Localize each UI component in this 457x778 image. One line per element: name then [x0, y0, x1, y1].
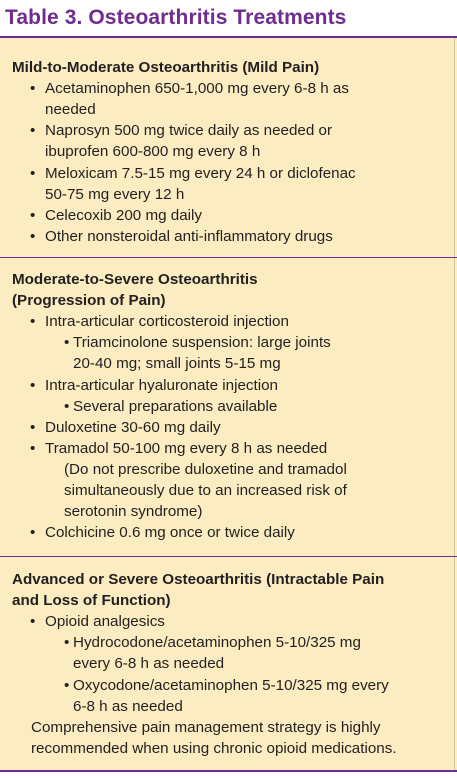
list-item: ibuprofen 600-800 mg every 8 h: [45, 143, 261, 161]
bullet-marker: •: [64, 397, 70, 415]
section-heading: Moderate-to-Severe Osteoarthritis: [12, 271, 258, 288]
list-item: Other nonsteroidal anti-inflammatory drugs: [45, 227, 333, 245]
sub-list-item: Several preparations available: [73, 397, 278, 415]
bullet-marker: •: [64, 634, 70, 652]
sub-list-item: Triamcinolone suspension: large joints: [73, 334, 331, 352]
section-heading: Advanced or Severe Osteoarthritis (Intractable Pain: [12, 571, 385, 588]
list-item: Opioid analgesics: [45, 613, 165, 631]
sub-list-item: Oxycodone/acetaminophen 5-10/325 mg every: [73, 676, 389, 694]
item-note: (Do not prescribe duloxetine and tramadol: [64, 460, 347, 478]
table-title: Table 3. Osteoarthritis Treatments: [5, 6, 347, 29]
section-footer: recommended when using chronic opioid medications.: [31, 739, 397, 757]
bullet-marker: •: [30, 613, 36, 631]
bullet-marker: •: [30, 524, 36, 542]
bullet-marker: •: [64, 334, 70, 352]
title-bar: [0, 0, 457, 42]
list-item: Colchicine 0.6 mg once or twice daily: [45, 524, 295, 542]
sub-list-item: Hydrocodone/acetaminophen 5-10/325 mg: [73, 634, 361, 652]
sub-list-item: 20-40 mg; small joints 5-15 mg: [73, 355, 281, 373]
bullet-marker: •: [64, 676, 70, 694]
list-item: Naprosyn 500 mg twice daily as needed or: [45, 122, 333, 140]
item-note: simultaneously due to an increased risk of: [64, 482, 347, 499]
bullet-marker: •: [30, 418, 36, 436]
sub-list-item: 6-8 h as needed: [73, 697, 183, 715]
list-item: 50-75 mg every 12 h: [45, 185, 185, 203]
bullet-marker: •: [30, 227, 36, 245]
bullet-marker: •: [30, 206, 36, 224]
list-item: Intra-articular hyaluronate injection: [45, 376, 278, 394]
bottom-rule: [0, 770, 457, 772]
section-divider: [0, 556, 457, 557]
section-heading: and Loss of Function): [12, 592, 171, 610]
bullet-marker: •: [30, 80, 36, 98]
list-item: Duloxetine 30-60 mg daily: [45, 418, 221, 436]
bullet-marker: •: [30, 122, 36, 140]
bullet-marker: •: [30, 164, 36, 182]
list-item: Tramadol 50-100 mg every 8 h as needed: [45, 439, 328, 457]
section-footer: Comprehensive pain management strategy is highly: [31, 718, 381, 736]
list-item: Acetaminophen 650-1,000 mg every 6-8 h as: [45, 80, 349, 98]
table-right-edge: [454, 38, 455, 770]
list-item: Meloxicam 7.5-15 mg every 24 h or diclofenac: [45, 164, 356, 182]
bullet-marker: •: [30, 376, 36, 394]
sub-list-item: every 6-8 h as needed: [73, 655, 225, 673]
section-divider: [0, 257, 457, 258]
bullet-marker: •: [30, 439, 36, 457]
item-note: serotonin syndrome): [64, 503, 203, 521]
section-heading: (Progression of Pain): [12, 292, 166, 310]
list-item: Celecoxib 200 mg daily: [45, 206, 203, 224]
list-item: Intra-articular corticosteroid injection: [45, 313, 289, 331]
list-item: needed: [45, 101, 96, 119]
section-heading: Mild-to-Moderate Osteoarthritis (Mild Pain): [12, 59, 320, 76]
bullet-marker: •: [30, 313, 36, 331]
